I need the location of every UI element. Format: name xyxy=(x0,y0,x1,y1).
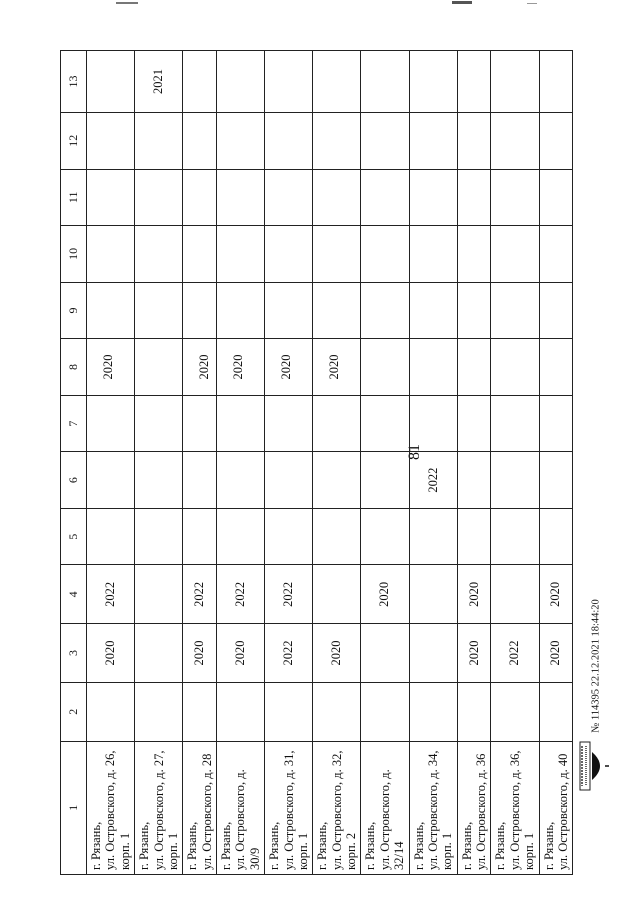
year-cell-c10 xyxy=(409,226,457,283)
year-cell-c9 xyxy=(539,282,573,339)
column-header: 10 xyxy=(61,226,87,283)
year-cell-c11 xyxy=(135,169,183,226)
column-header: 1 xyxy=(61,741,87,874)
column-header: 2 xyxy=(61,682,87,741)
year-cell-c5 xyxy=(183,508,217,565)
address-line: г. Рязань, xyxy=(493,821,508,870)
year-cell-c2 xyxy=(409,682,457,741)
year-cell-c7 xyxy=(539,395,573,452)
year-cell-c12 xyxy=(87,112,135,169)
year-cell-c3: 2020 xyxy=(217,624,265,683)
column-header: 9 xyxy=(61,282,87,339)
address-cell xyxy=(539,741,573,874)
column-header: 11 xyxy=(61,169,87,226)
year-cell-c7 xyxy=(361,395,409,452)
year-cell-c9 xyxy=(313,282,361,339)
year-cell-c8: 2020 xyxy=(87,339,135,396)
year-cell-c13 xyxy=(491,51,539,113)
address-line: г. Рязань, xyxy=(185,821,200,870)
table-row xyxy=(135,51,183,875)
address-line: ул. Островского, д. 32/14 xyxy=(377,769,407,870)
address-cell xyxy=(87,741,135,874)
year-cell-c4: 2022 xyxy=(183,565,217,624)
address-cell xyxy=(409,741,457,874)
year-cell-c10 xyxy=(265,226,313,283)
year-cell-c7 xyxy=(135,395,183,452)
table-body xyxy=(87,51,573,875)
year-cell-c5 xyxy=(265,508,313,565)
year-cell-c8 xyxy=(361,339,409,396)
year-cell-c8: 2020 xyxy=(183,339,217,396)
year-cell-c10 xyxy=(361,226,409,283)
year-cell-c10 xyxy=(217,226,265,283)
year-cell-c9 xyxy=(265,282,313,339)
year-cell-c2 xyxy=(87,682,135,741)
address-line: г. Рязань, xyxy=(363,821,378,870)
address-line: ул. Островского, д. 27, xyxy=(151,750,166,870)
year-cell-c9 xyxy=(183,282,217,339)
table-row xyxy=(217,51,265,875)
address-line: ул. Островского, д. 26, xyxy=(103,750,118,870)
address-line: ул. Островского, д. 31, xyxy=(281,750,296,870)
year-cell-c12 xyxy=(217,112,265,169)
year-cell-c4: 2022 xyxy=(87,565,135,624)
address-line: корп. 1 xyxy=(165,832,180,870)
address-cell xyxy=(217,741,265,874)
year-cell-c4 xyxy=(135,565,183,624)
year-cell-c4: 2020 xyxy=(539,565,573,624)
address-cell xyxy=(313,741,361,874)
year-cell-c2 xyxy=(491,682,539,741)
year-cell-c4: 2020 xyxy=(457,565,491,624)
year-cell-c10 xyxy=(183,226,217,283)
year-cell-c13 xyxy=(539,51,573,113)
address-cell xyxy=(135,741,183,874)
address-cell xyxy=(361,741,409,874)
year-cell-c8 xyxy=(491,339,539,396)
year-cell-c11 xyxy=(539,169,573,226)
rotated-table-frame xyxy=(60,50,570,875)
scan-artifact-top xyxy=(116,2,138,4)
year-cell-c3: 2022 xyxy=(491,624,539,683)
table-header-row xyxy=(61,51,87,875)
schedule-table xyxy=(60,50,573,875)
year-cell-c5 xyxy=(539,508,573,565)
year-cell-c13 xyxy=(313,51,361,113)
year-cell-c13 xyxy=(87,51,135,113)
year-cell-c12 xyxy=(457,112,491,169)
table-row xyxy=(183,51,217,875)
year-cell-c8: 2020 xyxy=(217,339,265,396)
column-header: 7 xyxy=(61,395,87,452)
column-header: 8 xyxy=(61,339,87,396)
year-cell-c12 xyxy=(491,112,539,169)
column-header: 4 xyxy=(61,565,87,624)
year-cell-c7 xyxy=(217,395,265,452)
table-row xyxy=(457,51,491,875)
address-cell xyxy=(491,741,539,874)
year-cell-c4 xyxy=(313,565,361,624)
year-cell-c5 xyxy=(361,508,409,565)
table-row xyxy=(313,51,361,875)
year-cell-c6 xyxy=(135,452,183,509)
year-cell-c3 xyxy=(135,624,183,683)
year-cell-c10 xyxy=(491,226,539,283)
year-cell-c10 xyxy=(313,226,361,283)
year-cell-c11 xyxy=(87,169,135,226)
address-line: ул. Островского, д. 28 xyxy=(199,753,214,870)
year-cell-c2 xyxy=(361,682,409,741)
address-line: г. Рязань, xyxy=(219,821,233,870)
year-cell-c3: 2020 xyxy=(539,624,573,683)
year-cell-c11 xyxy=(409,169,457,226)
year-cell-c7 xyxy=(313,395,361,452)
address-line: г. Рязань, xyxy=(459,821,474,870)
year-cell-c3: 2020 xyxy=(87,624,135,683)
address-line: ул. Островского, д. 32, xyxy=(329,750,344,870)
year-cell-c2 xyxy=(135,682,183,741)
column-header: 13 xyxy=(61,51,87,113)
year-cell-c10 xyxy=(87,226,135,283)
year-cell-c5 xyxy=(135,508,183,565)
year-cell-c11 xyxy=(361,169,409,226)
year-cell-c12 xyxy=(135,112,183,169)
year-cell-c9 xyxy=(135,282,183,339)
year-cell-c12 xyxy=(361,112,409,169)
year-cell-c13 xyxy=(217,51,265,113)
address-line: корп. 1 xyxy=(440,832,455,870)
address-line: г. Рязань, xyxy=(89,821,103,870)
address-line: г. Рязань, xyxy=(137,821,152,870)
year-cell-c3: 2020 xyxy=(313,624,361,683)
year-cell-c9 xyxy=(457,282,491,339)
year-cell-c7 xyxy=(457,395,491,452)
year-cell-c6 xyxy=(217,452,265,509)
address-line: ул. Островского, д. 30/9 xyxy=(233,769,262,870)
scan-artifact-top-right xyxy=(452,1,472,4)
year-cell-c10 xyxy=(457,226,491,283)
year-cell-c11 xyxy=(183,169,217,226)
year-cell-c3: 2020 xyxy=(457,624,491,683)
year-cell-c7 xyxy=(491,395,539,452)
year-cell-c6 xyxy=(183,452,217,509)
year-cell-c13 xyxy=(183,51,217,113)
year-cell-c8 xyxy=(457,339,491,396)
year-cell-c11 xyxy=(457,169,491,226)
page-number: 81 xyxy=(406,444,423,460)
table-row xyxy=(265,51,313,875)
official-publication-logo xyxy=(578,740,610,794)
year-cell-c9 xyxy=(491,282,539,339)
year-cell-c2 xyxy=(265,682,313,741)
year-cell-c9 xyxy=(87,282,135,339)
year-cell-c12 xyxy=(265,112,313,169)
year-cell-c3 xyxy=(361,624,409,683)
year-cell-c11 xyxy=(491,169,539,226)
address-line: г. Рязань, xyxy=(541,821,556,870)
year-cell-c8 xyxy=(135,339,183,396)
table-row xyxy=(409,51,457,875)
table-row xyxy=(491,51,539,875)
address-cell xyxy=(183,741,217,874)
year-cell-c9 xyxy=(217,282,265,339)
year-cell-c2 xyxy=(457,682,491,741)
year-cell-c4 xyxy=(491,565,539,624)
year-cell-c8: 2020 xyxy=(265,339,313,396)
year-cell-c5 xyxy=(409,508,457,565)
year-cell-c13 xyxy=(265,51,313,113)
year-cell-c7 xyxy=(183,395,217,452)
year-cell-c6: 2022 xyxy=(409,452,457,509)
address-line: корп. 1 xyxy=(522,832,537,870)
column-header: 5 xyxy=(61,508,87,565)
year-cell-c6 xyxy=(361,452,409,509)
year-cell-c6 xyxy=(313,452,361,509)
year-cell-c3: 2022 xyxy=(265,624,313,683)
year-cell-c5 xyxy=(87,508,135,565)
year-cell-c13 xyxy=(409,51,457,113)
year-cell-c2 xyxy=(539,682,573,741)
year-cell-c5 xyxy=(457,508,491,565)
year-cell-c10 xyxy=(135,226,183,283)
address-line: г. Рязань, xyxy=(315,821,330,870)
year-cell-c12 xyxy=(409,112,457,169)
year-cell-c3: 2020 xyxy=(183,624,217,683)
year-cell-c5 xyxy=(313,508,361,565)
address-line: ул. Островского, д. 34, xyxy=(425,750,440,870)
table-row xyxy=(539,51,573,875)
year-cell-c6 xyxy=(265,452,313,509)
year-cell-c13 xyxy=(457,51,491,113)
address-line: г. Рязань, xyxy=(411,821,426,870)
year-cell-c11 xyxy=(217,169,265,226)
year-cell-c7 xyxy=(409,395,457,452)
year-cell-c5 xyxy=(217,508,265,565)
year-cell-c4: 2022 xyxy=(217,565,265,624)
column-header: 3 xyxy=(61,624,87,683)
address-line: корп. 2 xyxy=(344,832,358,870)
registration-stamp: № 114395 22.12.2021 18:44:20 xyxy=(590,599,602,733)
year-cell-c8 xyxy=(409,339,457,396)
year-cell-c3 xyxy=(409,624,457,683)
year-cell-c9 xyxy=(409,282,457,339)
year-cell-c8 xyxy=(539,339,573,396)
address-cell xyxy=(265,741,313,874)
year-cell-c6 xyxy=(457,452,491,509)
year-cell-c12 xyxy=(313,112,361,169)
year-cell-c4: 2020 xyxy=(361,565,409,624)
year-cell-c8: 2020 xyxy=(313,339,361,396)
column-header: 12 xyxy=(61,112,87,169)
address-line: корп. 1 xyxy=(117,832,132,870)
year-cell-c6 xyxy=(87,452,135,509)
column-header: 6 xyxy=(61,452,87,509)
address-line: ул. Островского, д. 40 xyxy=(555,753,570,870)
address-line: ул. Островского, д. 36 xyxy=(474,753,488,870)
year-cell-c2 xyxy=(183,682,217,741)
year-cell-c7 xyxy=(87,395,135,452)
year-cell-c6 xyxy=(539,452,573,509)
year-cell-c11 xyxy=(265,169,313,226)
scan-artifact-dot xyxy=(527,3,537,4)
table-row xyxy=(361,51,409,875)
address-cell xyxy=(457,741,491,874)
year-cell-c7 xyxy=(265,395,313,452)
year-cell-c4 xyxy=(409,565,457,624)
year-cell-c4: 2022 xyxy=(265,565,313,624)
year-cell-c6 xyxy=(491,452,539,509)
year-cell-c2 xyxy=(217,682,265,741)
year-cell-c2 xyxy=(313,682,361,741)
year-cell-c13: 2021 xyxy=(135,51,183,113)
year-cell-c12 xyxy=(183,112,217,169)
year-cell-c11 xyxy=(313,169,361,226)
year-cell-c9 xyxy=(361,282,409,339)
year-cell-c13 xyxy=(361,51,409,113)
address-line: корп. 1 xyxy=(295,832,310,870)
table-row xyxy=(87,51,135,875)
address-line: ул. Островского, д. 36, xyxy=(507,750,522,870)
year-cell-c12 xyxy=(539,112,573,169)
address-line: г. Рязань, xyxy=(267,821,282,870)
year-cell-c10 xyxy=(539,226,573,283)
publication-emblem-icon xyxy=(578,740,610,794)
year-cell-c5 xyxy=(491,508,539,565)
